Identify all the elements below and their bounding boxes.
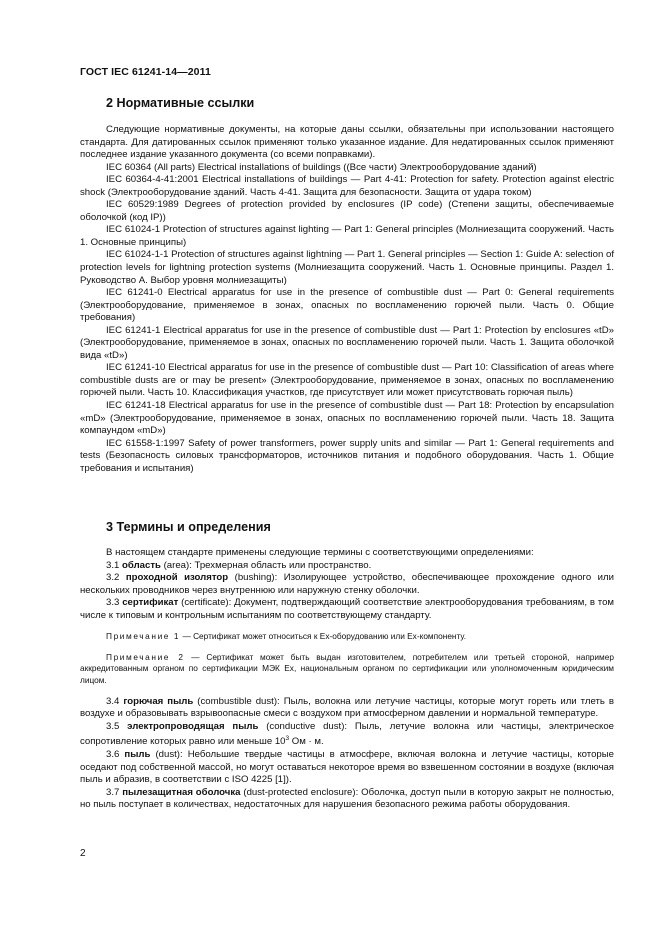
section-2-body bbox=[80, 124, 614, 475]
page-number: 2 bbox=[80, 848, 86, 859]
ref-item: IEC 61241-0 Electrical apparatus for use in the presence of combustible dust — Part 0: General requirements (Электрооборудование, применяемое в зонах, опасных по воспламенению горючей пыли. Часть 0. Общие требования) bbox=[80, 287, 614, 324]
ref-item: IEC 61241-18 Electrical apparatus for use in the presence of combustible dust — Part 18: Protection by encapsulation «mD» (Электрооборудование, применяемое в зонах, опасных по воспламенению горючей пыли. Часть 18. Защита компаундом «mD») bbox=[80, 400, 614, 437]
term-name: пыль bbox=[124, 749, 151, 761]
section-2-title: 2 Нормативные ссылки bbox=[106, 96, 255, 110]
term-3-5: 3.5 электропроводящая пыль (conductive dust): Пыль, летучие волокна или частицы, электрическое сопротивление которых равно или меньше $10^3$ Ом · м. bbox=[80, 720, 614, 748]
term-name: электропроводящая пыль bbox=[127, 720, 259, 732]
term-3-6: 3.6 пыль (dust): Небольшие твердые частицы в атмосфере, включая волокна и летучие частицы, которые оседают под собственной массой, но могут оставаться некоторое время во взвешенном состоянии в воздухе (включая пыль и абразив, в соответствии с ISO 4225 [1]). bbox=[80, 749, 614, 786]
ref-item: IEC 61558-1:1997 Safety of power transformers, power supply units and similar — Part 1: General requirements and tests (Безопасность силовых трансформаторов, источников питания и подобного оборудования. Часть 1. Общие требования и испытания) bbox=[80, 437, 614, 474]
ref-item: IEC 60529:1989 Degrees of protection provided by enclosures (IP code) (Степени защиты, обеспечиваемые оболочкой (код IP)) bbox=[80, 199, 614, 223]
term-3-3: 3.3 сертификат (certificate): Документ, подтверждающий соответствие электрооборудования требованиям, в том числе к типовым и контрольным испытаниям по соответствующему стандарту. bbox=[80, 597, 614, 621]
section-3-intro: В настоящем стандарте применены следующие термины с соответствующими определениями: bbox=[106, 547, 534, 558]
term-3-4: 3.4 горючая пыль (combustible dust): Пыль, волокна или летучие частицы, которые могут гореть или тлеть в воздухе и образовывать взрывоопасные смеси с воздухом при атмосферном давлении и нормальной температуре. bbox=[80, 695, 614, 720]
ref-item: IEC 61241-1 Electrical apparatus for use in the presence of combustible dust — Part 1: Protection by enclosures «tD» (Электрооборудование, применяемое в зонах, опасных по воспламенению горючей пыли. Часть 1. Защита оболочкой вида «tD») bbox=[80, 324, 614, 361]
term-name: горючая пыль bbox=[123, 695, 194, 707]
term-name: пылезащитная оболочка bbox=[122, 786, 241, 798]
note-2: Примечание 2 — Сертификат может быть выдан изготовителем, потребителем или третьей стороной, например аккредитованным органом по сертификации МЭК Ex, национальным органом по сертификации или уполномоченным юридическим лицом. bbox=[80, 651, 614, 686]
term-3-1: 3.1 область (area): Трехмерная область или пространство. bbox=[106, 559, 372, 571]
note-1: Примечание 1 — Сертификат может относиться к Ex-оборудованию или Ex-компоненту. bbox=[106, 631, 467, 642]
ref-item: IEC 61241-10 Electrical apparatus for use in the presence of combustible dust — Part 10: Classification of areas where combustible dusts are or may be present» (Электрооборудование, применяемое в зонах, опасных по воспламенению горючей пыли. Часть 10. Классификация участков, где присутствует или может присутствовать горючая пыль) bbox=[80, 362, 614, 399]
section-3-body bbox=[80, 547, 614, 812]
section-2-intro: Следующие нормативные документы, на которые даны ссылки, обязательны при использовании настоящего стандарта. Для датированных ссылок применяют только указанное издание. Для недатированных ссылок применяют последнее издание указанного документа (со всеми поправками). bbox=[80, 124, 614, 161]
term-name: проходной изолятор bbox=[125, 572, 229, 584]
ref-item: IEC 60364-4-41:2001 Electrical installations of buildings — Part 4-41: Protection for safety. Protection against electric shock (Электрооборудование зданий. Часть 4-41. Защита для безопасности. Защита от удара током) bbox=[80, 174, 614, 198]
term-name: область bbox=[122, 559, 161, 571]
section-3-title: 3 Термины и определения bbox=[106, 520, 271, 534]
term-3-7: 3.7 пылезащитная оболочка (dust-protected enclosure): Оболочка, доступ пыли в которую закрыт не полностью, но пыль поступает в количествах, недостаточных для нарушения безопасного режима работы оборудования. bbox=[80, 786, 615, 811]
ref-item: IEC 61024-1 Protection of structures against lighting — Part 1: General principles (Молниезащита сооружений. Часть 1. Основные принципы) bbox=[80, 224, 614, 248]
ref-item: IEC 61024-1-1 Protection of structures against lightning — Part 1. General principles — Section 1: Guide A: selection of protection levels for lightning protection systems (Молниезащита сооружений. Часть 1. Основные принципы. Раздел 1. Руководство А. Выбор уровня молниезащиты) bbox=[80, 249, 614, 286]
ref-item: IEC 60364 (All parts) Electrical installations of buildings ((Все части) Электрооборудование зданий) bbox=[106, 161, 537, 173]
term-3-2: 3.2 проходной изолятор (bushing): Изолирующее устройство, обеспечивающее прохождение одного или нескольких проводников через внутреннюю или наружную стенку оболочки. bbox=[80, 572, 614, 596]
term-name: сертификат bbox=[122, 597, 179, 609]
standard-header: ГОСТ IEC 61241-14—2011 bbox=[80, 66, 211, 78]
